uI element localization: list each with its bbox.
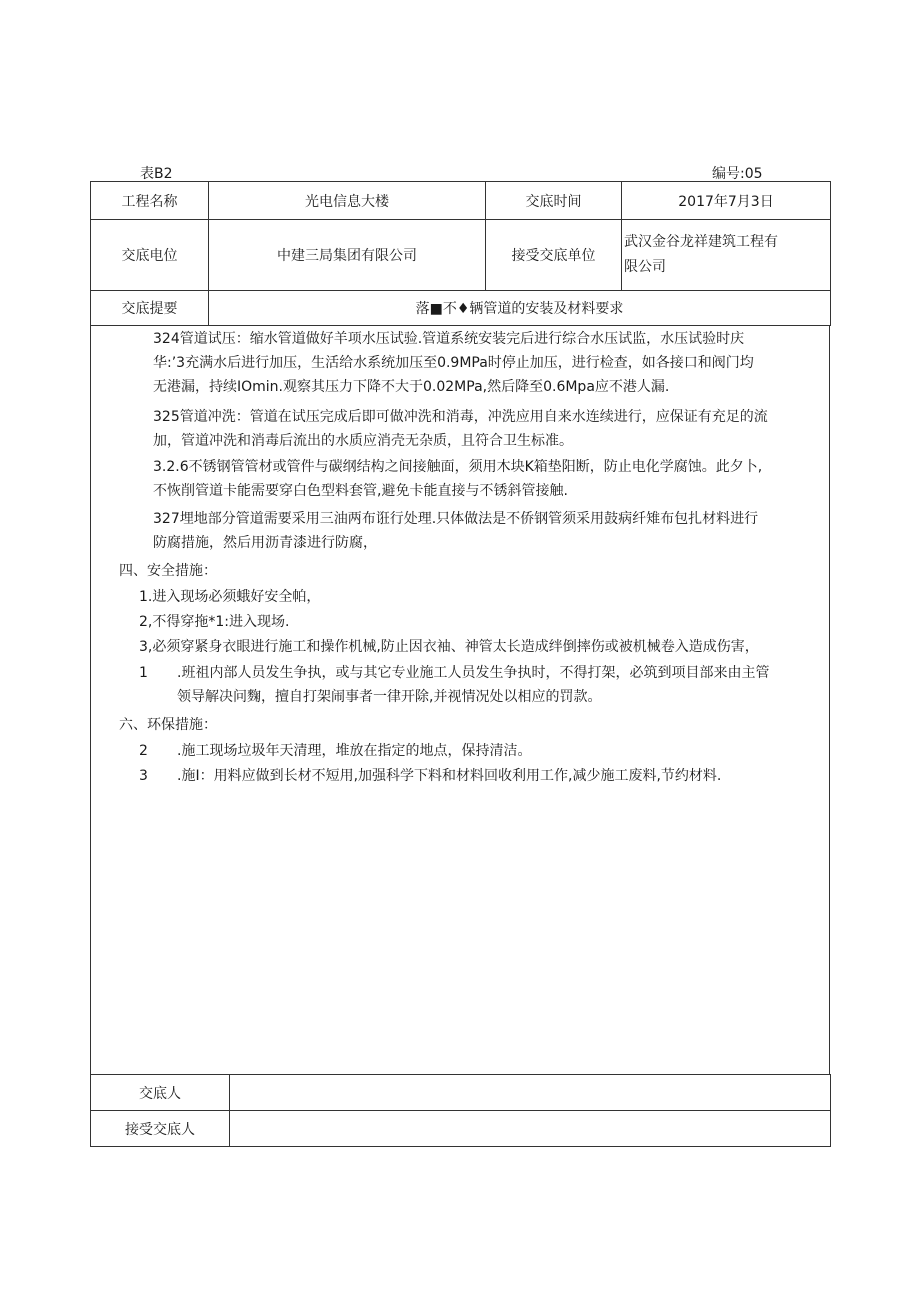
safety-item-2: 2,不得穿拖*1:进入现场. (139, 614, 290, 630)
project-name-label: 工程名称 (91, 182, 209, 220)
env-heading: 六、环保措施： (119, 717, 217, 733)
handover-time: 2017年7月3日 (622, 182, 831, 220)
safety-item-4-number: 1 (139, 665, 148, 681)
receiving-unit-line2: 限公司 (624, 259, 666, 275)
summary-label: 交底提要 (91, 291, 209, 326)
receiver-label: 接受交底人 (91, 1111, 230, 1147)
content-area (90, 326, 830, 1074)
section-326: 3.2.6不锈钢管管材或管件与碳纲结构之间接触面，须用木块K箱垫阳断，防止电化学腐蚀。此夕卜, 不恢削管道卡能需要穿白色型料套管,避免卡能直接与不锈斜管接触. (153, 459, 763, 499)
handover-unit: 中建三局集团有限公司 (209, 220, 486, 291)
safety-item-4: .班祖内部人员发生争执，或与其它专业施工人员发生争执时，不得打架，必筑到项目部来由主管 领导解决问麴，擅自打架闹事者一律开除,并视情况处以相应的罚款。 (177, 665, 770, 705)
env-item-1-number: 2 (139, 743, 148, 759)
section-324: 324管道试压：缩水管道做好羊项水压试验.管道系统安装完后进行综合水压试监，水压试验时庆 华:’3充满水后进行加压，生活给水系统加压至0.9MPa时停止加压，进行检查，如各接口和阀门均 无港漏，持续IOmin.观察其压力下降不大于0.02MPa,然后降至0.6Mpa应不港人漏. (153, 331, 754, 395)
safety-item-1: 1.进入现场必须蛾好安全帕， (139, 589, 321, 605)
serial-number: 编号:05 (712, 166, 763, 182)
section-327: 327埋地部分管道需要采用三油两布诳行处理.只体做法是不侨钢管须采用鼓病纤雉布包扎材料进行 防腐措施，然后用沥青漆进行防腐， (153, 511, 759, 551)
summary: 落■不♦辆管道的安装及材料要求 (209, 291, 831, 326)
signature-table (90, 1074, 831, 1147)
handover-unit-label: 交底电位 (91, 220, 209, 291)
handover-time-label: 交底时间 (486, 182, 622, 220)
section-325: 325管道冲洗：管道在试压完成后即可做冲洗和消毒，冲洗应用自来水连续进行，应保证有充足的流 加，管道冲洗和消毒后流出的水质应消壳无杂质，且符合卫生标准。 (153, 409, 768, 449)
handover-person-label: 交底人 (91, 1075, 230, 1111)
handover-person-field[interactable] (230, 1075, 831, 1111)
env-item-2: .施I：用料应做到长材不短用,加强科学下料和材料回收利用工作,减少施工废料,节约材料. (177, 768, 722, 784)
env-item-2-number: 3 (139, 768, 148, 784)
safety-item-3: 3,必须穿紧身衣眼进行施工和操作机械,防止因衣袖、神管太长造成绊倒摔伤或被机械卷入造成伤害， (139, 639, 759, 655)
safety-heading: 四、安全措施： (119, 563, 217, 579)
receiving-unit-line1: 武汉金谷龙祥建筑工程有 (624, 234, 778, 250)
form-code: 表B2 (140, 166, 173, 182)
project-name: 光电信息大楼 (209, 182, 486, 220)
receiver-field[interactable] (230, 1111, 831, 1147)
info-table (90, 181, 831, 326)
receiving-unit (622, 220, 831, 291)
env-item-1: .施工现场垃圾年天清理，堆放在指定的地点，保持清洁。 (177, 743, 532, 759)
receiving-unit-label: 接受交底单位 (486, 220, 622, 291)
